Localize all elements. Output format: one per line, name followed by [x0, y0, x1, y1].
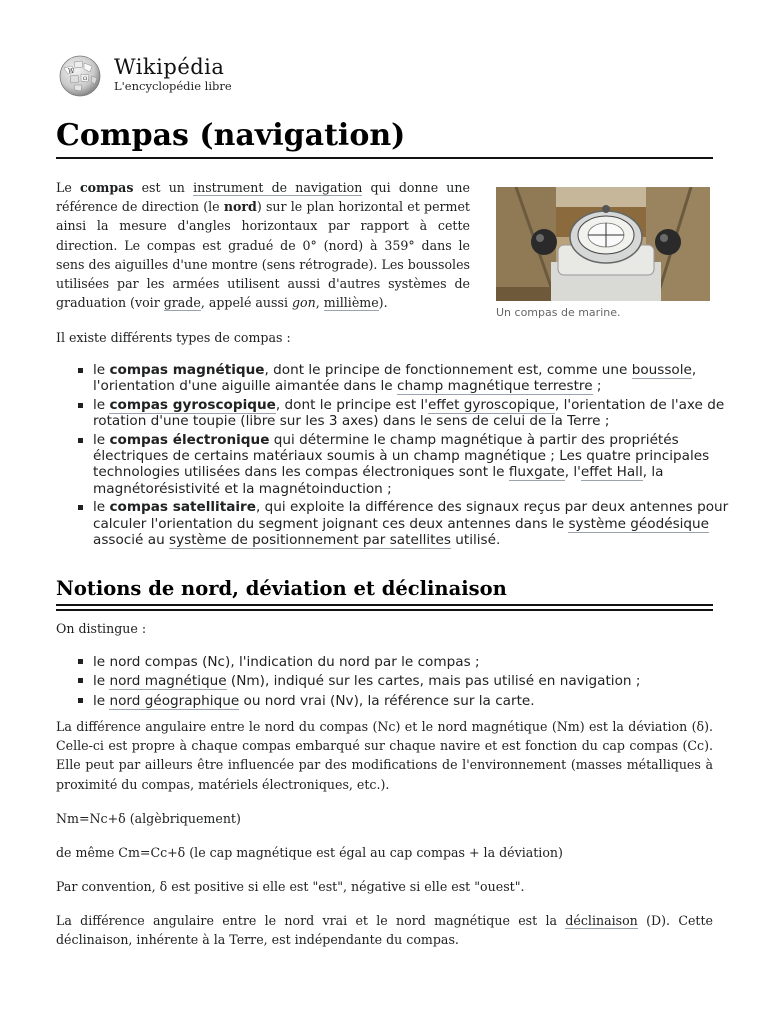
link-systeme-de-positionnement[interactable]: système de positionnement par satellites: [169, 532, 451, 549]
svg-text:W: W: [68, 68, 75, 75]
formula-cm: de même Cm=Cc+δ (le cap magnétique est égal au cap compas + la déviation): [56, 845, 563, 860]
link-compas-gyroscopique[interactable]: compas gyroscopique: [109, 396, 276, 413]
figure-marine-compass: [496, 187, 710, 320]
figure-caption: Un compas de marine.: [496, 306, 621, 319]
list-item-compas-satellitaire: le compas satellitaire, qui exploite la différence des signaux reçus par deux antennes pour calculer l'orientation du segment joignant ces deux antennes dans le système géodésique associé au système de positionnement par satellites utilisé.: [93, 499, 733, 548]
wikipedia-globe-icon: [56, 54, 104, 98]
intro-paragraph: Le compas est un instrument de navigation qui donne une référence de direction (le nord) sur le plan horizontal et permet ainsi la mesure d'angles horizontaux par rapport à cette direction. Le compas est gradué de 0° (nord) à 359° dans le sens des aiguilles d'une montre (sens rétrograde). Les boussoles utilisées par les armées utilisent aussi d'autres systèmes de graduation (voir grade, appelé aussi gon, millième).: [56, 180, 470, 311]
svg-text:Ω: Ω: [83, 76, 88, 82]
declinaison-paragraph: La différence angulaire entre le nord vrai et le nord magnétique est la déclinaison (D). Cette déclinaison, inhérente à la Terre, est indépendante du compas.: [56, 913, 713, 948]
north-types-list: [56, 653, 733, 711]
link-effet-gyroscopique[interactable]: effet gyroscopique: [428, 396, 555, 413]
link-millieme[interactable]: millième: [323, 295, 379, 311]
link-nord-geographique[interactable]: nord géographique: [109, 692, 240, 709]
compass-types-list: [56, 362, 733, 550]
link-declinaison[interactable]: déclinaison: [565, 913, 638, 928]
term-gon: gon: [291, 295, 316, 311]
convention-paragraph: Par convention, δ est positive si elle est "est", négative si elle est "ouest".: [56, 879, 525, 894]
link-nord-magnetique[interactable]: nord magnétique: [109, 673, 227, 690]
site-wordmark: Wikipédia: [114, 55, 225, 79]
site-tagline: L'encyclopédie libre: [114, 79, 232, 93]
deviation-paragraph: La différence angulaire entre le nord du compas (Nc) et le nord magnétique (Nm) est la déviation (δ). Celle-ci est propre à chaque compas embarqué sur chaque navire et est fonction du cap compas (Cc). Elle peut par ailleurs être influencée par des modifications de l'environnement (masses métalliques à proximité du compas, matériels électroniques, etc.).: [56, 719, 713, 792]
term-compas: compas: [79, 180, 134, 195]
link-instrument-de-navigation[interactable]: instrument de navigation: [193, 180, 363, 195]
list-item-compas-magnetique: le compas magnétique, dont le principe de fonctionnement est, comme une boussole, l'orientation d'une aiguille aimantée dans le champ magnétique terrestre ;: [93, 362, 733, 395]
list-item-nord-compas: le nord compas (Nc), l'indication du nord par le compas ;: [93, 653, 733, 671]
section-heading-notions: Notions de nord, déviation et déclinaison: [56, 577, 507, 600]
marine-compass-image[interactable]: [496, 187, 710, 301]
link-champ-magnetique-terrestre[interactable]: champ magnétique terrestre: [396, 378, 593, 395]
list-item-nord-magnetique: le nord magnétique (Nm), indiqué sur les cartes, mais pas utilisé en navigation ;: [93, 672, 733, 690]
link-effet-hall[interactable]: effet Hall: [580, 464, 643, 481]
masthead[interactable]: [56, 54, 356, 100]
section-divider: [56, 609, 713, 611]
list-item-compas-gyroscopique: le compas gyroscopique, dont le principe est l'effet gyroscopique, l'orientation de l'axe de rotation d'une toupie (libre sur les 3 axes) dans le sens de celui de la Terre ;: [93, 397, 733, 430]
distinguish-intro: On distingue :: [56, 621, 147, 636]
page-title: Compas (navigation): [56, 118, 406, 153]
list-item-compas-electronique: le compas électronique qui détermine le champ magnétique à partir des propriétés électriques de certains matériaux soumis à un champ magnétique ; Les quatre principales technologies utilisées dans les compas électroniques sont le fluxgate, l'effet Hall, la magnétorésistivité et la magnétoinduction ;: [93, 432, 733, 498]
link-grade[interactable]: grade: [163, 295, 201, 311]
link-boussole[interactable]: boussole: [631, 362, 692, 378]
term-nord: nord: [223, 199, 257, 215]
list-item-nord-geographique: le nord géographique ou nord vrai (Nv), la référence sur la carte.: [93, 692, 733, 710]
formula-nm: Nm=Nc+δ (algèbriquement): [56, 811, 241, 826]
term-compas-magnetique: compas magnétique: [109, 362, 265, 378]
link-fluxgate[interactable]: fluxgate: [508, 464, 565, 481]
section-divider: [56, 604, 713, 606]
link-systeme-geodesique[interactable]: système géodésique: [568, 515, 710, 532]
title-divider: [56, 157, 713, 159]
term-compas-satellitaire: compas satellitaire: [109, 499, 256, 516]
types-intro: Il existe différents types de compas :: [56, 330, 291, 345]
term-compas-electronique: compas électronique: [109, 431, 270, 448]
